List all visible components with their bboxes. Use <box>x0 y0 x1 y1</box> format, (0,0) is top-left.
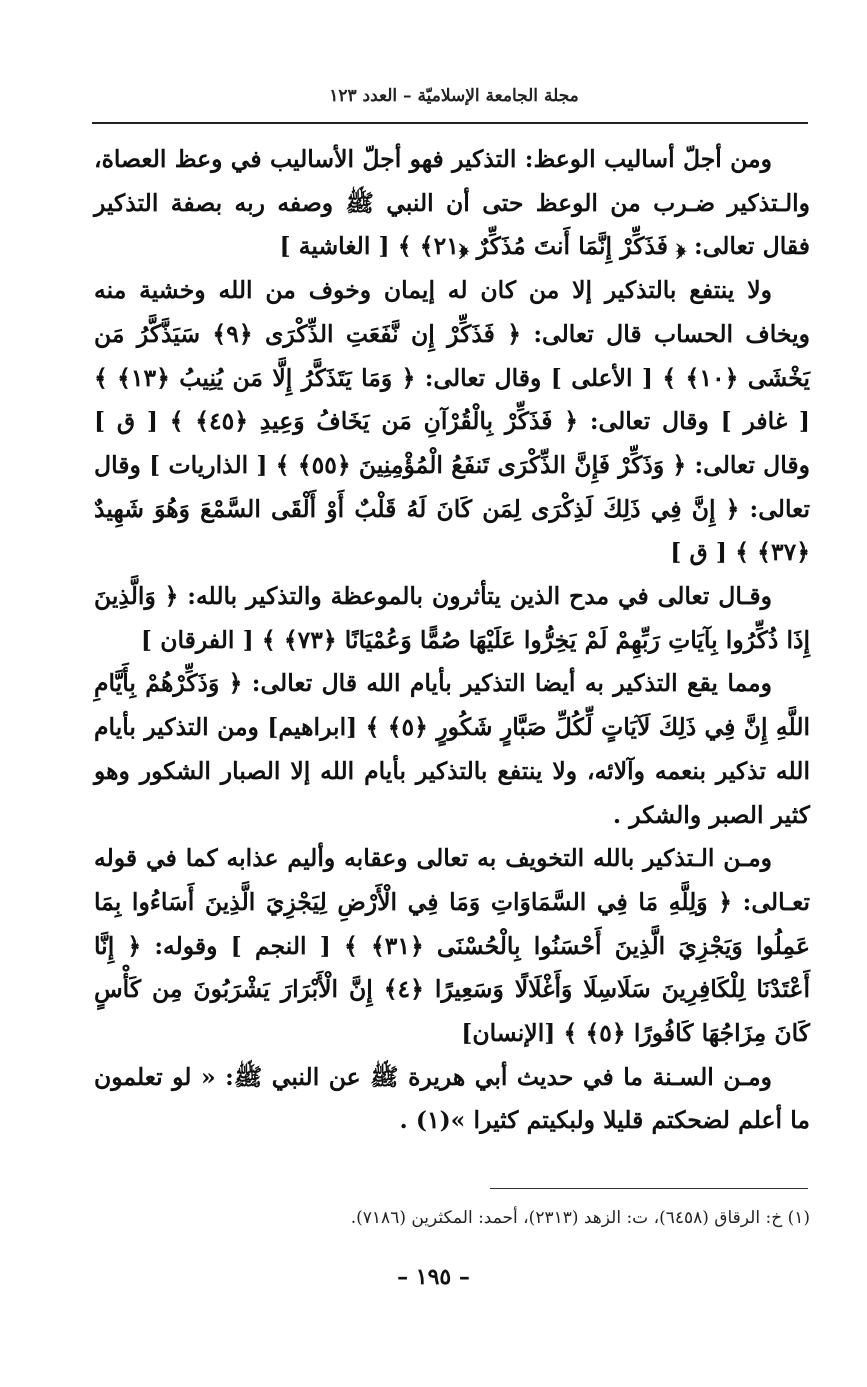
paragraph: ولا ينتفع بالتذكير إلا من كان له إيمان وخوف من الله وخشية منه ويخاف الحساب قال تعالى: ﴿ فَذَكِّرْ إِن نَّفَعَتِ الذِّكْرَى ﴿٩﴾ سَيَذَّكَّرُ مَن يَخْشَى ﴿١٠﴾ ﴾ [ الأعلى ] وقال تعالى: ﴿ وَمَا يَتَذَكَّرُ إِلَّا مَن يُنِيبُ ﴿١٣﴾ ﴾ [ غافر ] وقال تعالى: ﴿ فَذَكِّرْ بِالْقُرْآنِ مَن يَخَافُ وَعِيدِ ﴿٤٥﴾ ﴾ [ ق ] وقال تعالى: ﴿ وَذَكِّرْ فَإِنَّ الذِّكْرَى تَنفَعُ الْمُؤْمِنِينَ ﴿٥٥﴾ ﴾ [ الذاريات ] وقال تعالى: ﴿ إِنَّ فِي ذَلِكَ لَذِكْرَى لِمَن كَانَ لَهُ قَلْبٌ أَوْ أَلْقَى السَّمْعَ وَهُوَ شَهِيدٌ ﴿٣٧﴾ ﴾ [ ق ] <box>94 276 810 567</box>
footnote-rule <box>490 1188 808 1189</box>
paragraph: ومن أجلّ أساليب الوعظ: التذكير فهو أجلّ الأساليب في وعظ العصاة، والـتذكير ضـرب من الوعظ حتى أن النبي ﷺ وصفه ربه بصفة التذكير فقال تعالى: ﴿ فَذَكِّرْ إِنَّمَا أَنتَ مُذَكِّرٌ ﴿٢١﴾ ﴾ [ الغاشية ] <box>94 145 810 261</box>
paragraph: ومما يقع التذكير به أيضا التذكير بأيام الله قال تعالى: ﴿ وَذَكِّرْهُمْ بِأَيَّامِ اللَّهِ إِنَّ فِي ذَلِكَ لَآيَاتٍ لِّكُلِّ صَبَّارٍ شَكُورٍ ﴿٥﴾ ﴾ [ابراهيم] ومن التذكير بأيام الله تذكير بنعمه وآلائه، ولا ينتفع بالتذكير بأيام الله إلا الصبار الشكور وهو كثير الصبر والشكر . <box>94 669 811 829</box>
paragraph: وقـال تعالى في مدح الذين يتأثرون بالموعظة والتذكير بالله: ﴿ وَالَّذِينَ إِذَا ذُكِّرُوا بِآيَاتِ رَبِّهِمْ لَمْ يَخِرُّوا عَلَيْهَا صُمًّا وَعُمْيَانًا ﴿٧٣﴾ ﴾ [ الفرقان ] <box>94 582 810 654</box>
page-number: – ١٩٥ – <box>397 1264 470 1290</box>
journal-header: مجلة الجامعة الإسلاميّة – العدد ١٢٣ <box>329 86 579 106</box>
main-text <box>94 138 810 1143</box>
header-rule <box>92 122 808 124</box>
footnote: (١) خ: الرقاق (٦٤٥٨)، ت: الزهد (٢٣١٣)، أحمد: المكثرين (٧١٨٦). <box>350 1208 810 1228</box>
paragraph: ومـن السـنة ما في حديث أبي هريرة ﷺ عن النبي ﷺ: « لو تعلمون ما أعلم لضحكتم قليلا ولبكيتم كثيرا »(١) . <box>94 1062 810 1135</box>
paragraph: ومـن الـتذكير بالله التخويف به تعالى وعقابه وأليم عذابه كما في قوله تعـالى: ﴿ وَلِلَّهِ مَا فِي السَّمَاوَاتِ وَمَا فِي الْأَرْضِ لِيَجْزِيَ الَّذِينَ أَسَاءُوا بِمَا عَمِلُوا وَيَجْزِيَ الَّذِينَ أَحْسَنُوا بِالْحُسْنَى ﴿٣١﴾ ﴾ [ النجم ] وقوله: ﴿ إِنَّا أَعْتَدْنَا لِلْكَافِرِينَ سَلَاسِلَا وَأَغْلَالًا وَسَعِيرًا ﴿٤﴾ إِنَّ الْأَبْرَارَ يَشْرَبُونَ مِن كَأْسٍ كَانَ مِزَاجُهَا كَافُورًا ﴿٥﴾ ﴾ [الإنسان] <box>94 844 810 1048</box>
